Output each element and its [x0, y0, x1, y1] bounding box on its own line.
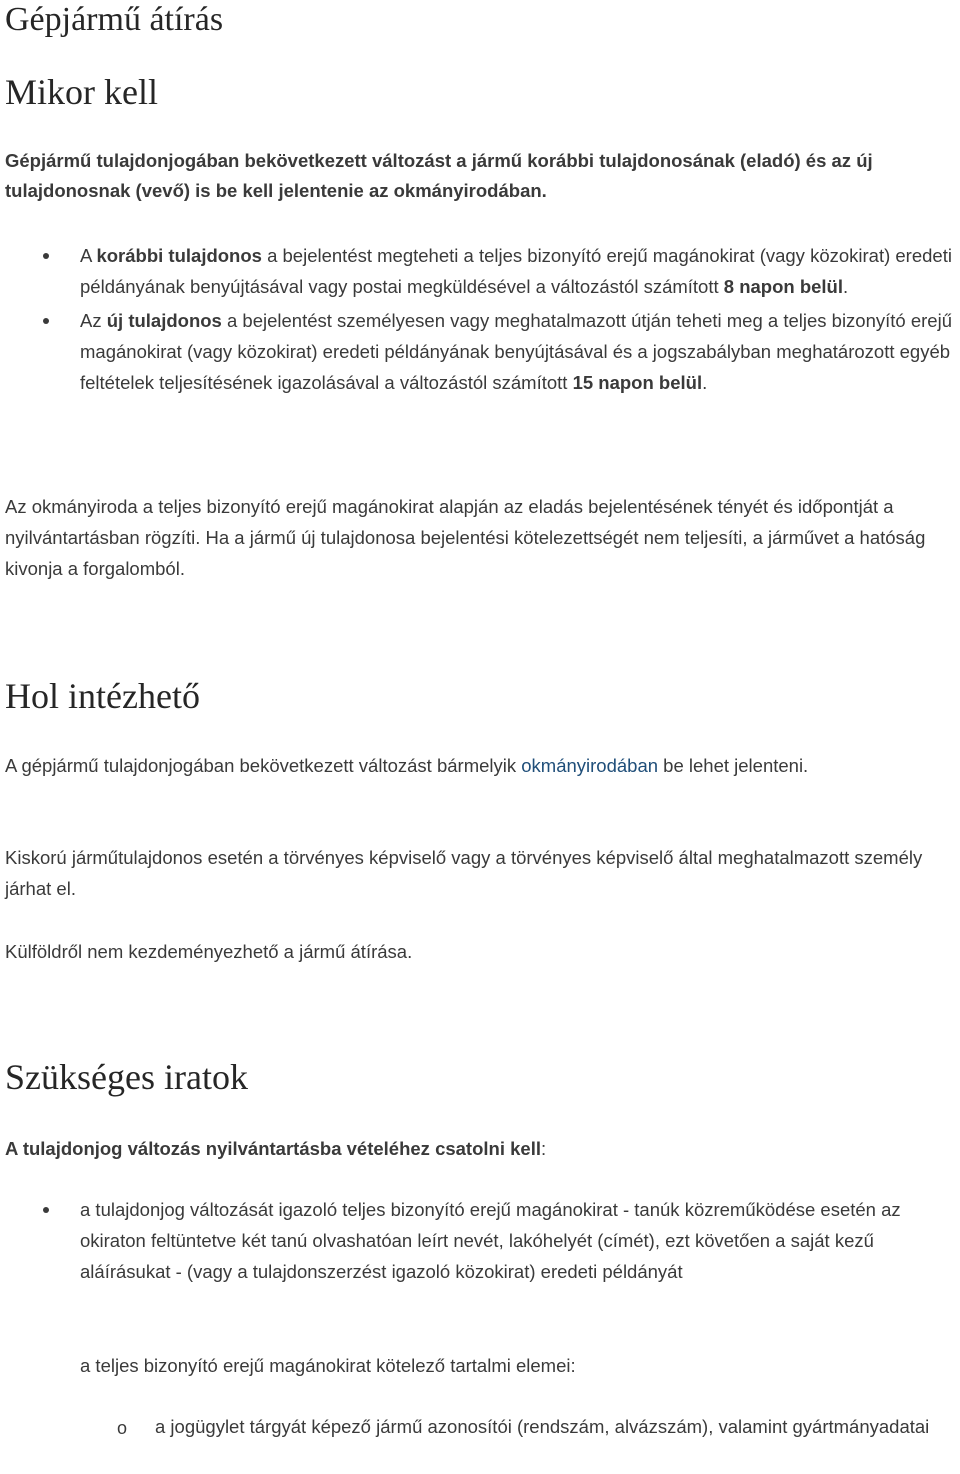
section1-bullet-list: [5, 240, 960, 398]
bullet-dot-icon: [43, 318, 49, 324]
list-item: a tulajdonjog változását igazoló teljes bizonyító erejű magánokirat - tanúk közreműködése esetén az okiraton feltüntetve két tanú olvashatóan leírt nevét, lakóhelyét (címét), ezt követően a saját kezű aláírásukat - (vagy a tulajdonszerzést igazoló közokirat) eredeti példányát: [5, 1194, 960, 1287]
section3-sub-list: [5, 1411, 960, 1442]
section2-paragraph-1: A gépjármű tulajdonjogában bekövetkezett változást bármelyik okmányirodában be lehet jelenteni.: [5, 755, 809, 776]
section3-bullet1-extra: a teljes bizonyító erejű magánokirat kötelező tartalmi elemei:: [80, 1355, 576, 1376]
section-heading-hol-intezheto: Hol intézhető: [5, 676, 200, 716]
section2-paragraph-3: Külföldről nem kezdeményezhető a jármű átírása.: [5, 941, 413, 962]
section1-outro: Az okmányiroda a teljes bizonyító erejű magánokirat alapján az eladás bejelentésének tényét és időpontját a nyilvántartásban rögzíti. Ha a jármű új tulajdonosa bejelentési kötelezettségét nem teljesíti, a járművet a hatóság kivonja a forgalomból.: [5, 496, 926, 579]
okmanyiroda-link[interactable]: okmányirodában: [521, 755, 659, 776]
list-item: A korábbi tulajdonos a bejelentést megteheti a teljes bizonyító erejű magánokirat (vagy közokirat) eredeti példányának benyújtásával vagy postai megküldésével a változástól számított 8 napon belül.: [5, 240, 960, 302]
section-heading-szukseges-iratok: Szükséges iratok: [5, 1057, 248, 1097]
bullet-dot-icon: [43, 1207, 49, 1213]
bullet-dot-icon: [43, 253, 49, 259]
list-item: o a jogügylet tárgyát képező jármű azonosítói (rendszám, alvázszám), valamint gyártmányadatai: [117, 1416, 930, 1438]
page-title: Gépjármű átírás: [5, 1, 224, 38]
circle-bullet-icon: o: [117, 1418, 128, 1438]
section3-lead: A tulajdonjog változás nyilvántartásba vételéhez csatolni kell:: [5, 1138, 547, 1159]
section2-paragraph-2: Kiskorú járműtulajdonos esetén a törvényes képviselő vagy a törvényes képviselő által meghatalmazott személy járhat el.: [5, 847, 923, 899]
section1-intro: Gépjármű tulajdonjogában bekövetkezett változást a jármű korábbi tulajdonosának (eladó) és az új tulajdonosnak (vevő) is be kell jelentenie az okmányirodában.: [5, 150, 873, 201]
section-heading-mikor-kell: Mikor kell: [5, 72, 158, 112]
section3-bullet-list: [5, 1194, 960, 1287]
list-item: Az új tulajdonos a bejelentést személyesen vagy meghatalmazott útján teheti meg a teljes bizonyító erejű magánokirat (vagy közokirat) eredeti példányának benyújtásával és a jogszabályban meghatározott egyéb feltételek teljesítésének igazolásával a változástól számított 15 napon belül.: [5, 305, 960, 398]
